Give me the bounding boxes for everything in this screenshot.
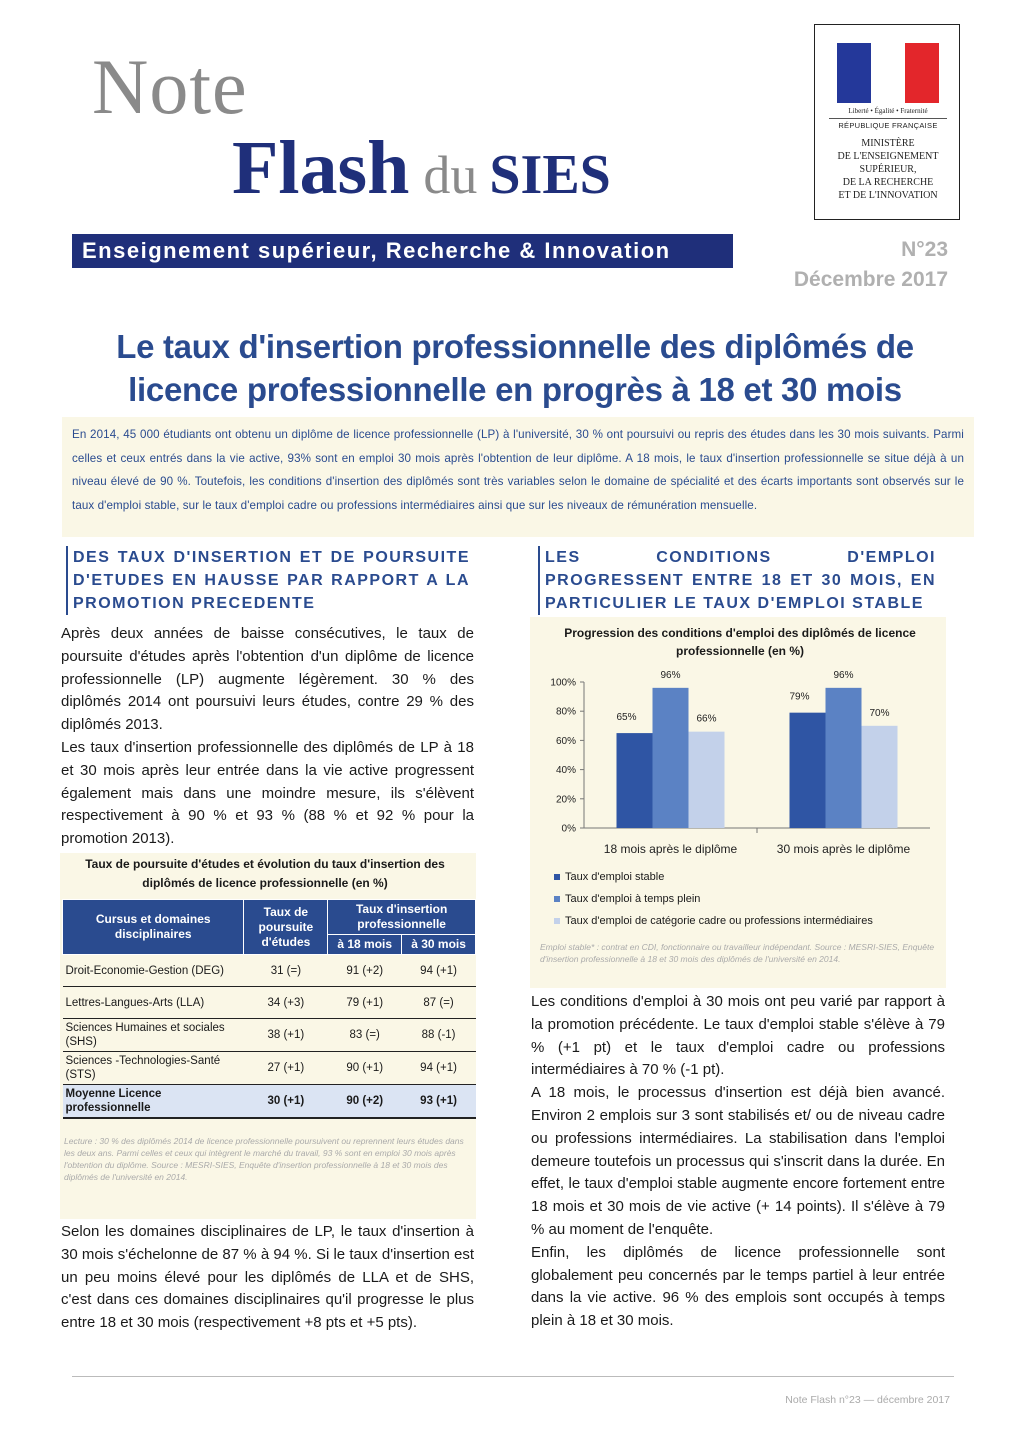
row-pursuit: 38 (+1) — [244, 1019, 328, 1052]
legend-swatch — [554, 918, 560, 924]
paragraph-part-time: Enfin, les diplômés de licence professionnelle sont globalement peu concernés par le temps partiel à leur entrée dans la vie active. 96 % des emplois sont occupés à temps plein à 18 et 30 mois. — [531, 1243, 945, 1330]
masthead-title — [232, 126, 611, 210]
row-pursuit: 31 (=) — [244, 955, 328, 987]
row-18m: 83 (=) — [328, 1019, 402, 1052]
masthead-note: Note — [92, 43, 248, 130]
row-30m: 88 (-1) — [402, 1019, 476, 1052]
republic-name: RÉPUBLIQUE FRANÇAISE — [829, 118, 947, 130]
row-pursuit: 34 (+3) — [244, 987, 328, 1019]
table-row — [63, 955, 476, 987]
table-header-18m: à 18 mois — [328, 935, 402, 955]
row-30m: 94 (+1) — [402, 955, 476, 987]
table-row — [63, 1019, 476, 1052]
header-band: Enseignement supérieur, Recherche & Innovation — [72, 234, 733, 268]
abstract-box: En 2014, 45 000 étudiants ont obtenu un diplôme de licence professionnelle (LP) à l'université, 30 % ont poursuivi ou repris des études dans les 30 mois suivants. Parmi celles et ceux entrés dans la vie active, 93% sont en emploi 30 mois après l'obtention de leur diplôme. A 18 mois, le taux d'insertion professionnelle se situe déjà à un niveau élevé de 90 %. Toutefois, les conditions d'insertion des diplômés sont très variables selon le domaine de spécialité et des écarts importants sont observés sur le taux d'emploi stable, sur le taux d'emploi cadre ou professions intermédiaires ainsi que sur les niveaux de rémunération mensuelle. — [62, 417, 974, 537]
y-tick-label: 40% — [555, 765, 576, 777]
section-heading-right: LES CONDITIONS D'EMPLOI PROGRESSENT ENTRE 18 ET 30 MOIS, EN PARTICULIER LE TAUX D'EMPLOI STABLE — [538, 546, 936, 615]
legend-swatch — [554, 874, 560, 880]
employment-bar-chart — [530, 660, 946, 870]
chart-source-note: Emploi stable* : contrat en CDI, fonctionnaire ou travailleur indépendant. Source : MESRI-SIES, Enquête d'insertion professionnelle à 18 et 30 mois des diplômés de l'université en 2014. — [540, 942, 935, 964]
table-title: Taux de poursuite d'études et évolution du taux d'insertion des diplômés de licence professionnelle (en %) — [85, 857, 445, 890]
issue-date: Décembre 2017 — [793, 268, 948, 291]
row-label: Droit-Economie-Gestion (DEG) — [63, 955, 244, 987]
page-title: Le taux d'insertion professionnelle des diplômés de licence professionnelle en progrès à 18 et 30 mois — [116, 328, 914, 408]
paragraph-domains: Selon les domaines disciplinaires de LP, le taux d'insertion à 30 mois s'échelonne de 87 % à 94 %. Si le taux d'insertion est un peu moins élevé pour les diplômés de LLA et de SHS, c'est dans ces domaines disciplinaires qu'il progresse le plus entre 18 et 30 mois (respectivement +8 pts et +5 pts). — [61, 1223, 474, 1332]
table-header-insertion: Taux d'insertion professionnelle — [328, 900, 476, 935]
row-18m: 90 (+2) — [328, 1085, 402, 1119]
section-heading-left: DES TAUX D'INSERTION ET DE POURSUITE D'ETUDES EN HAUSSE PAR RAPPORT A LA PROMOTION PRECEDENTE — [66, 546, 470, 615]
republic-motto: Liberté • Égalité • Fraternité — [848, 107, 928, 115]
row-label: Sciences -Technologies-Santé (STS) — [63, 1052, 244, 1085]
legend-item — [554, 910, 944, 932]
y-tick-label: 80% — [555, 706, 576, 718]
row-label: Sciences Humaines et sociales (SHS) — [63, 1019, 244, 1052]
right-body — [531, 991, 945, 1333]
table-row — [63, 1052, 476, 1085]
paragraph-insertion: Les taux d'insertion professionnelle des diplômés de LP à 18 et 30 mois après leur entrée dans la vie active progressent également mais dans une moindre mesure, ils s'élèvent respectivement à 90 % et 93 % (88 % et 92 % pour la promotion 2013). — [61, 738, 474, 848]
table-row-average — [63, 1085, 476, 1119]
x-category-label: 18 mois après le diplôme — [603, 842, 738, 856]
row-30m: 93 (+1) — [402, 1085, 476, 1119]
table-row — [63, 987, 476, 1019]
row-label: Lettres-Langues-Arts (LLA) — [63, 987, 244, 1019]
page-footer: Note Flash n°23 — décembre 2017 — [785, 1394, 950, 1406]
paragraph-18-months: A 18 mois, le processus d'insertion est déjà bien avancé. Environ 2 emplois sur 3 sont stabilisés et/ ou de niveau cadre ou professions intermédiaires. La stabilisation dans l'emploi demeure toutefois un processus qui s'inscrit dans la durée. En effet, le taux d'emploi stable augmente encore fortement entre 18 mois et 30 mois de vie active (+ 14 points). Il s'élève à 79 % au moment de l'enquête. — [531, 1084, 945, 1238]
bar-value-label: 79% — [789, 691, 810, 703]
y-tick-label: 100% — [550, 677, 576, 689]
insertion-table — [62, 899, 476, 1119]
row-label: Moyenne Licence professionnelle — [63, 1085, 244, 1119]
table-header-pursuit: Taux de poursuite d'études — [244, 900, 328, 955]
table-header-cursus: Cursus et domaines disciplinaires — [63, 900, 244, 955]
row-18m: 90 (+1) — [328, 1052, 402, 1085]
bar-value-label: 96% — [833, 669, 854, 681]
chart-bar — [653, 688, 689, 828]
row-18m: 79 (+1) — [328, 987, 402, 1019]
chart-title: Progression des conditions d'emploi des diplômés de licence professionnelle (en %) — [564, 626, 916, 658]
y-tick-label: 20% — [555, 794, 576, 806]
bar-value-label: 96% — [660, 669, 681, 681]
legend-label: Taux d'emploi à temps plein — [565, 893, 701, 905]
table-header-30m: à 30 mois — [402, 935, 476, 955]
row-30m: 87 (=) — [402, 987, 476, 1019]
legend-label: Taux d'emploi stable — [565, 871, 665, 883]
left-body-top — [61, 623, 474, 851]
ministry-name: MINISTÈRE DE L'ENSEIGNEMENT SUPÉRIEUR, DE LA RECHERCHE ET DE L'INNOVATION — [837, 138, 939, 201]
table-source-note: Lecture : 30 % des diplômés 2014 de licence professionnelle poursuivent ou reprennent leurs études dans les deux ans. Parmi celles et ceux qui intègrent le marché du travail, 93 % sont en emploi 30 mois après l'obtention du diplôme. Source : MESRI-SIES, Enquête d'insertion professionnelle à 18 et 30 mois des diplômés de l'université en 2014. — [64, 1136, 464, 1182]
ministry-logo — [814, 24, 960, 220]
legend-item — [554, 866, 944, 888]
row-pursuit: 27 (+1) — [244, 1052, 328, 1085]
paragraph-conditions: Les conditions d'emploi à 30 mois ont peu varié par rapport à la promotion précédente. Le taux d'emploi stable s'élève à 79 % (+1 pt) et le taux d'emploi cadre ou professions intermédiaires à 70 % (-1 pt). — [531, 993, 945, 1079]
masthead-flash: Flash — [232, 126, 410, 210]
chart-bar — [826, 688, 862, 828]
row-30m: 94 (+1) — [402, 1052, 476, 1085]
bar-value-label: 70% — [869, 707, 890, 719]
chart-bar — [617, 733, 653, 828]
chart-bar — [689, 732, 725, 828]
legend-swatch — [554, 896, 560, 902]
masthead-sies: SIES — [489, 144, 611, 206]
bar-value-label: 66% — [696, 713, 717, 725]
legend-item — [554, 888, 944, 910]
chart-legend — [554, 866, 944, 932]
french-flag-icon — [837, 43, 939, 103]
legend-label: Taux d'emploi de catégorie cadre ou professions intermédiaires — [565, 915, 873, 927]
x-category-label: 30 mois après le diplôme — [776, 842, 911, 856]
y-tick-label: 60% — [555, 735, 576, 747]
masthead-du: du — [423, 145, 478, 205]
chart-bar — [862, 726, 898, 828]
issue-number: N°23 — [901, 238, 948, 261]
row-pursuit: 30 (+1) — [244, 1085, 328, 1119]
bar-value-label: 65% — [616, 712, 637, 724]
row-18m: 91 (+2) — [328, 955, 402, 987]
y-tick-label: 0% — [561, 823, 576, 835]
footer-divider — [72, 1376, 954, 1377]
chart-bar — [790, 713, 826, 828]
paragraph-pursuit: Après deux années de baisse consécutives, le taux de poursuite d'études après l'obtention d'un diplôme de licence professionnelle (LP) augmente légèrement. 30 % des diplômés 2014 ont poursuivi leurs études, contre 29 % des diplômés 2013. — [61, 625, 474, 734]
